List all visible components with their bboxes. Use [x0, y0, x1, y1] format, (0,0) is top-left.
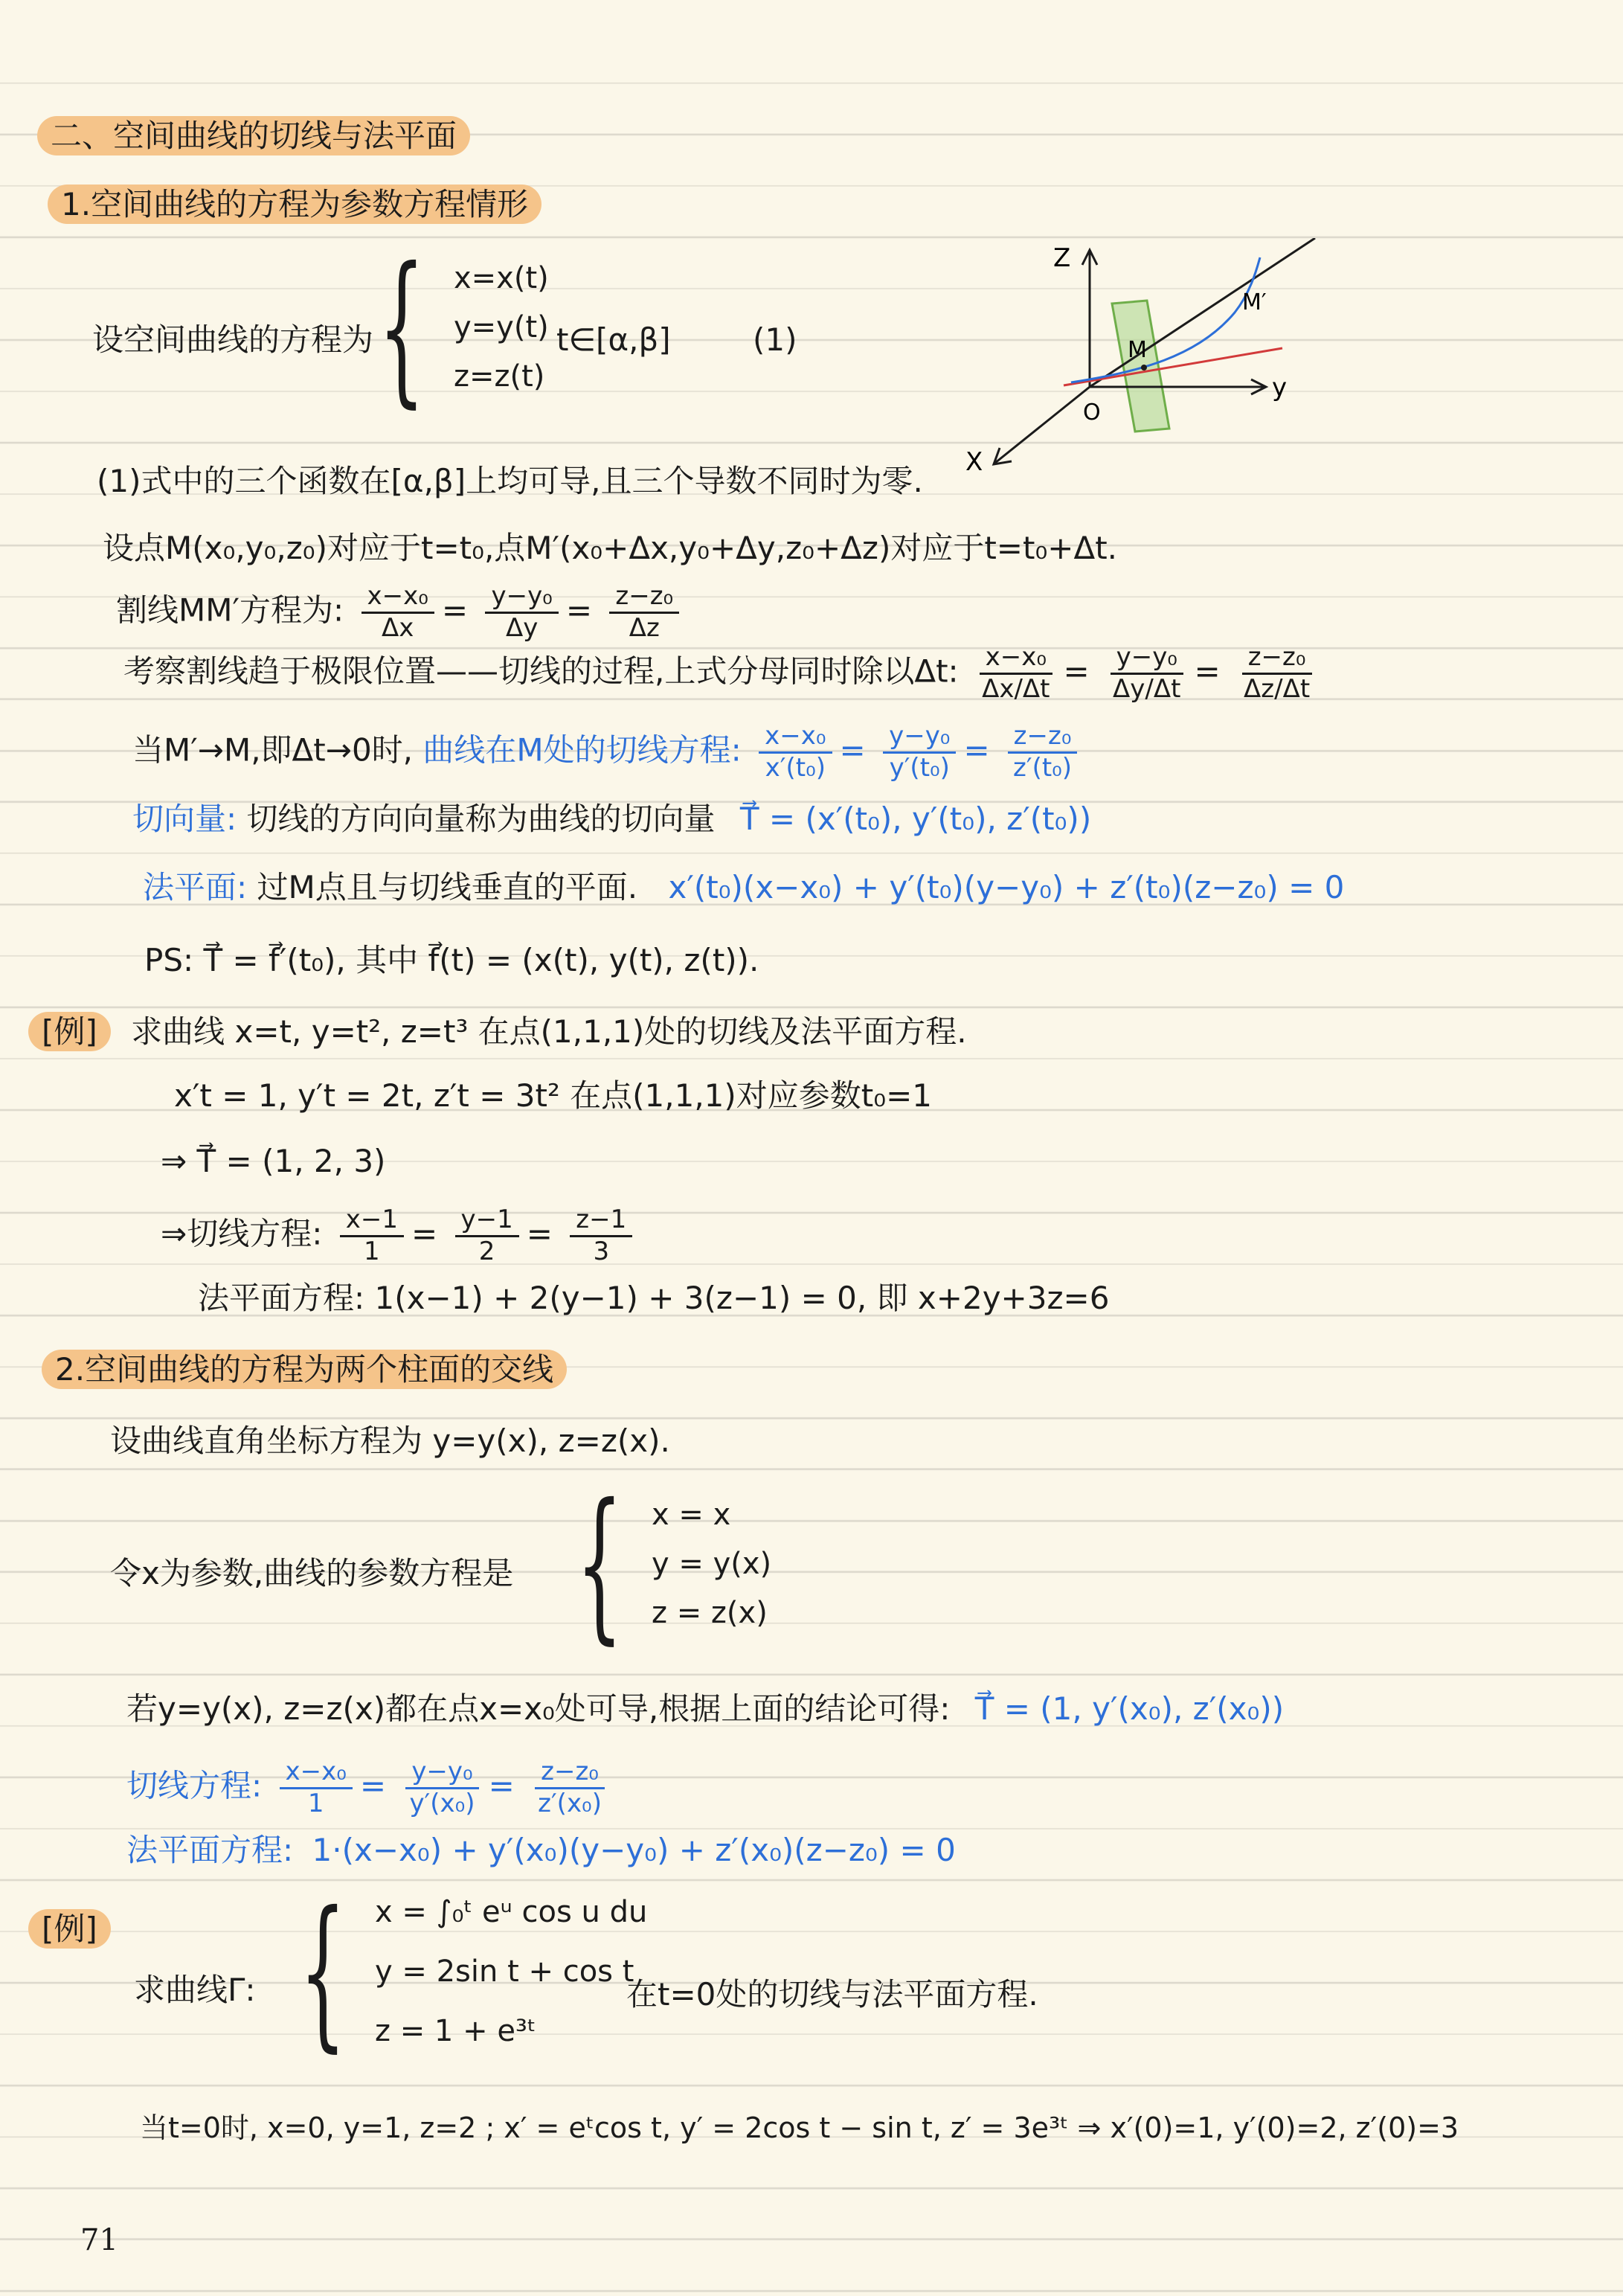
subsection-1-title: 1.空间曲线的方程为参数方程情形 [48, 186, 541, 223]
axis-x-label: X [965, 447, 983, 476]
example2-tag: [例] [28, 1909, 111, 1949]
page-number: 71 [80, 2223, 118, 2257]
secant-line: 割线MM′方程为: $\frac{\text{x−x₀}}{\Delta x}$ = $\frac{\text{y−y₀}}{\Delta y}$ = $\frac{\text{z−z₀}}{\Delta z}$ [116, 583, 687, 641]
origin-label: O [1083, 400, 1101, 426]
ex1-frac-z: $\frac{z-1}{3}$ [570, 1207, 632, 1265]
subsection-2-title: 2.空间曲线的方程为两个柱面的交线 [42, 1351, 567, 1388]
example2-intro: 求曲线Γ: [134, 1972, 256, 2008]
limit-frac-z: $\frac{\text{z−z₀}}{\Delta z/\Delta t}$ [1238, 644, 1316, 702]
curve-figure [960, 238, 1346, 476]
example2-task: 在t=0处的切线与法平面方程. [626, 1976, 1038, 2013]
point-m-dot [1141, 365, 1147, 371]
tangent-frac-y: $\frac{\text{y−y₀}}{\text{y′(t₀)}}$ [883, 723, 956, 781]
sys-line-y: y=y(t) [453, 310, 549, 344]
secant-frac-x: $\frac{\text{x−x₀}}{\Delta x}$ [361, 583, 434, 641]
sub2-normal: 法平面方程: 1·(x−x₀) + y′(x₀)(y−y₀) + z′(x₀)(z−z₀) = 0 [126, 1832, 956, 1868]
secant-frac-y: $\frac{\text{y−y₀}}{\Delta y}$ [485, 583, 558, 641]
point-m2-label: M′ [1242, 289, 1267, 315]
ex1-frac-y: $\frac{y-1}{2}$ [455, 1207, 519, 1265]
example1-step2: ⇒ T⃗ = (1, 2, 3) [161, 1143, 386, 1179]
x-axis [995, 387, 1090, 463]
limit-frac-x: $\frac{\text{x−x₀}}{\Delta x/\Delta t}$ [976, 644, 1055, 702]
sub2-sys-z: z = z(x) [651, 1596, 768, 1630]
sub2-frac-y: $\frac{\text{y−y₀}}{\text{y′(x₀)}}$ [403, 1759, 481, 1817]
normal-plane-line: 法平面: 过M点且与切线垂直的平面. x′(t₀)(x−x₀) + y′(t₀)(y−y₀) + z′(t₀)(z−z₀) = 0 [143, 869, 1345, 905]
example1-step3: ⇒切线方程: $\frac{x-1}{1}$ = $\frac{y-1}{2}$ = $\frac{z-1}{3}$ [161, 1207, 640, 1265]
secant-frac-z: $\frac{\text{z−z₀}}{\Delta z}$ [609, 583, 679, 641]
example1-problem: [例] 求曲线 x=t, y=t², z=t³ 在点(1,1,1)处的切线及法平面方程. [28, 1013, 967, 1051]
point-m-label: M [1128, 337, 1147, 363]
sub2-line2: 令x为参数,曲线的参数方程是 [110, 1555, 514, 1591]
tangent-frac-x: $\frac{\text{x−x₀}}{\text{x′(t₀)}}$ [759, 723, 832, 781]
ps-note: PS: T⃗ = f⃗′(t₀), 其中 f⃗(t) = (x(t), y(t), z(t)). [144, 942, 759, 978]
example1-tag: [例] [28, 1012, 111, 1051]
ex2-sys-x: x = ∫₀ᵗ eᵘ cos u du [374, 1895, 648, 1929]
ex2-sys-y: y = 2sin t + cos t [374, 1955, 634, 1989]
sub1-domain: t∈[α,β] [556, 321, 671, 358]
sys-line-z: z=z(t) [453, 359, 545, 394]
sub2-sys-x: x = x [651, 1498, 731, 1532]
example2-solution: 当t=0时, x=0, y=1, z=2 ; x′ = eᵗcos t, y′ = 2cos t − sin t, z′ = 3e³ᵗ ⇒ x′(0)=1, y′(0)=2, z′(0)=3 [140, 2111, 1459, 2144]
ex2-sys-z: z = 1 + e³ᵗ [374, 2014, 536, 2048]
axis-y-label: y [1272, 373, 1288, 403]
example2-system: { x = ∫₀ᵗ eᵘ cos u du y = 2sin t + cos t z = 1 + e³ᵗ [299, 1876, 648, 2067]
sub2-system: { x = x y = y(x) z = z(x) [576, 1469, 772, 1659]
space-curve [1071, 257, 1260, 382]
axis-z-label: Z [1053, 243, 1071, 273]
example2-tag-row [28, 1911, 111, 1948]
sub1-points: 设点M(x₀,y₀,z₀)对应于t=t₀,点M′(x₀+Δx,y₀+Δy,z₀+Δz)对应于t=t₀+Δt. [103, 530, 1118, 566]
sub1-condition: (1)式中的三个函数在[α,β]上均可导,且三个导数不同时为零. [97, 463, 923, 499]
sub1-intro: 设空间曲线的方程为 [92, 321, 374, 358]
sub1-system: { x=x(t) y=y(t) z=z(t) [378, 232, 549, 423]
limit-line: 考察割线趋于极限位置——切线的过程,上式分母同时除以Δt: $\frac{\text{x−x₀}}{\Delta x/\Delta t}$ = $\frac{\text{y−y₀}}{\Delta y/\Delta t}$ = $\frac{\text{z−z₀}}{\Delta z/\Delta t}$ [123, 644, 1323, 702]
sub2-frac-z: $\frac{\text{z−z₀}}{\text{z′(x₀)}}$ [532, 1759, 608, 1817]
tangent-frac-z: $\frac{\text{z−z₀}}{\text{z′(t₀)}}$ [1007, 723, 1078, 781]
sub2-line3: 若y=y(x), z=z(x)都在点x=x₀处可导,根据上面的结论可得: T⃗ = (1, y′(x₀), z′(x₀)) [126, 1690, 1285, 1727]
figure-axes [994, 238, 1315, 464]
sys-line-x: x=x(t) [453, 261, 549, 295]
sub2-frac-x: $\frac{\text{x−x₀}}{1}$ [280, 1759, 353, 1817]
sub2-tangent: 切线方程: $\frac{\text{x−x₀}}{1}$ = $\frac{\text{y−y₀}}{\text{y′(x₀)}}$ = $\frac{\text{z−z₀}}{\text{z′(x₀)}}$ [126, 1759, 615, 1817]
equation-tag: (1) [753, 321, 797, 358]
sub2-sys-y: y = y(x) [651, 1547, 772, 1581]
sub2-line1: 设曲线直角坐标方程为 y=y(x), z=z(x). [110, 1423, 670, 1459]
example1-step4: 法平面方程: 1(x−1) + 2(y−1) + 3(z−1) = 0, 即 x+2y+3z=6 [198, 1280, 1110, 1316]
example1-step1: x′t = 1, y′t = 2t, z′t = 3t² 在点(1,1,1)对应参数t₀=1 [174, 1077, 932, 1114]
section-title: 二、空间曲线的切线与法平面 [37, 118, 470, 155]
tangent-line: 当M′→M,即Δt→0时, 曲线在M处的切线方程: $\frac{\text{x−x₀}}{\text{x′(t₀)}}$ = $\frac{\text{y−y₀}}{\text{y′(t₀)}}$ = $\frac{\text{z−z₀}}{\text{z′(t₀)}}$ [132, 723, 1085, 781]
tangent-vector-line: 切向量: 切线的方向向量称为曲线的切向量 T⃗ = (x′(t₀), y′(t₀), z′(t₀)) [132, 801, 1092, 837]
tangent-line [1064, 348, 1282, 385]
ex1-frac-x: $\frac{x-1}{1}$ [340, 1207, 404, 1265]
limit-frac-y: $\frac{\text{y−y₀}}{\Delta y/\Delta t}$ [1107, 644, 1186, 702]
